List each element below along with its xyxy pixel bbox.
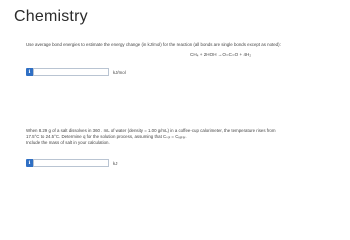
question-1-prompt: Use average bond energies to estimate the energy change (in kJ/mol) for the reaction (all bonds are single bonds except as noted): <box>26 42 281 47</box>
question-2-line-1: When 8.29 g of a salt dissolves in 360 . mL of water (density = 1.00 g/mL) in a coffee-cup calorimeter, the temperature rises from <box>26 128 276 133</box>
question-1-unit: kJ/mol <box>113 69 126 75</box>
question-2-line-2: 17.5°C to 24.5°C. Determine q for the solution process, assuming that Cₛₒₗ = Cᵥₐₜₑᵣ. <box>26 134 187 139</box>
info-icon[interactable]: i <box>26 68 33 76</box>
question-1-equation: CH₄ + 2HOH →O=C=O + 4H₂ <box>190 52 252 57</box>
page-title: Chemistry <box>14 8 88 25</box>
question-1-answer-row <box>26 68 126 76</box>
question-2-line-3: Include the mass of salt in your calculation. <box>26 140 110 145</box>
info-icon[interactable]: i <box>26 159 33 167</box>
question-2-unit: kJ <box>113 160 118 166</box>
question-2-prompt <box>26 128 342 146</box>
question-1-answer-input[interactable] <box>33 68 109 76</box>
question-2-answer-input[interactable] <box>33 159 109 167</box>
question-2-answer-row <box>26 159 117 167</box>
